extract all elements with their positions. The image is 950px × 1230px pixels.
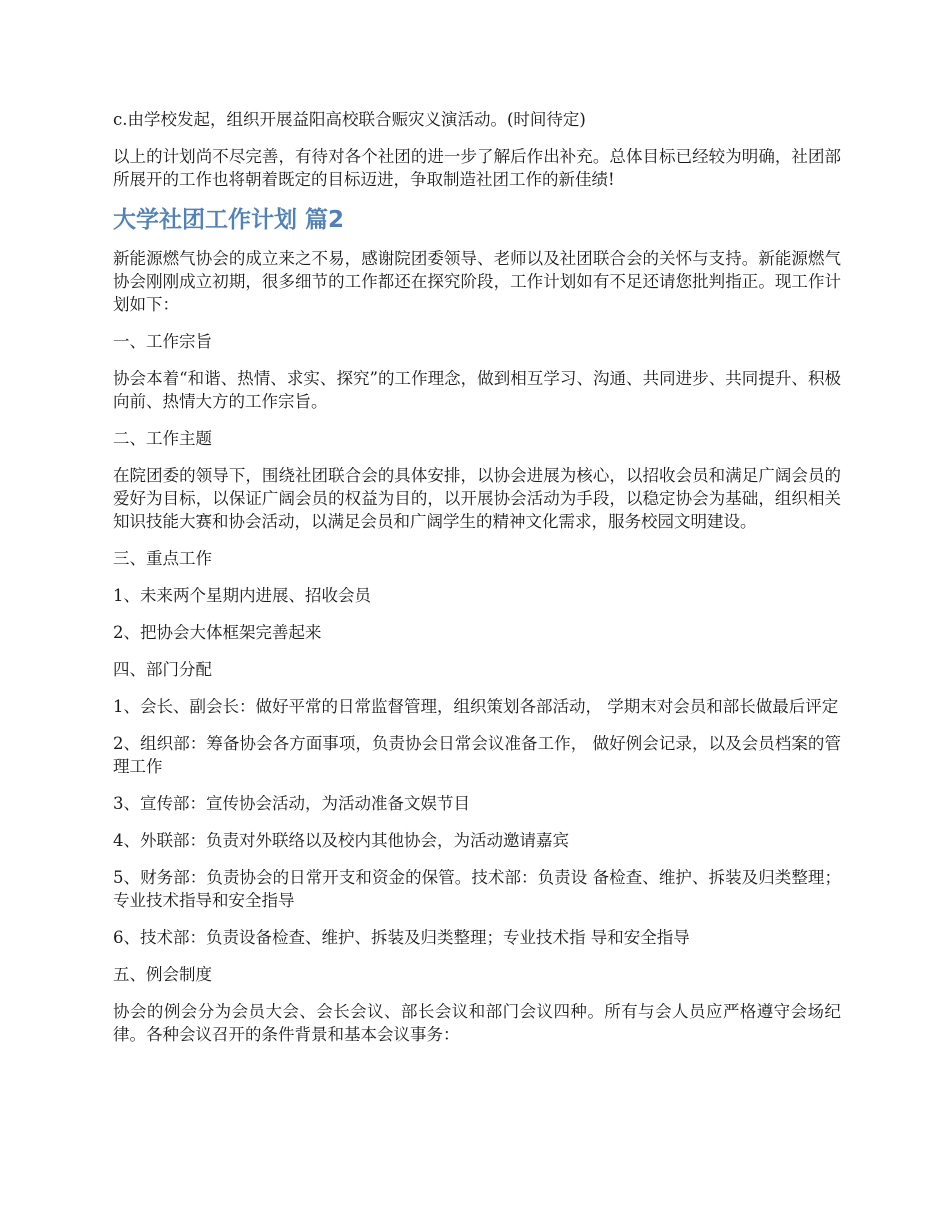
paragraph: 协会的例会分为会员大会、会长会议、部长会议和部门会议四种。所有与会人员应严格遵守会场纪律。各种会议召开的条件背景和基本会议事务： <box>113 1002 841 1044</box>
list-item: 6、技术部：负责设备检查、维护、拆装及归类整理；专业技术指 导和安全指导 <box>113 928 690 947</box>
list-item: 3、宣传部：宣传协会活动，为活动准备文娱节目 <box>113 794 470 813</box>
list-item: 1、会长、副会长：做好平常的日常监督管理，组织策划各部活动， 学期末对会员和部长做最后评定 <box>113 697 839 716</box>
subsection-heading: 一、工作宗旨 <box>113 332 212 351</box>
paragraph: c.由学校发起，组织开展益阳高校联合赈灾义演活动。(时间待定) <box>113 110 586 129</box>
paragraph: 以上的计划尚不尽完善，有待对各个社团的进一步了解后作出补充。总体目标已经较为明确，社团部所展开的工作也将朝着既定的目标迈进，争取制造社团工作的新佳绩! <box>113 147 841 189</box>
paragraph: 新能源燃气协会的成立来之不易，感谢院团委领导、老师以及社团联合会的关怀与支持。新能源燃气协会刚刚成立初期，很多细节的工作都还在探究阶段，工作计划如有不足还请您批判指正。现工作计划如下： <box>113 249 841 314</box>
list-item: 1、未来两个星期内进展、招收会员 <box>113 586 371 605</box>
section-title: 大学社团工作计划 篇2 <box>113 207 345 233</box>
subsection-heading: 二、工作主题 <box>113 429 212 448</box>
paragraph: 在院团委的领导下，围绕社团联合会的具体安排，以协会进展为核心，以招收会员和满足广阔会员的爱好为目标，以保证广阔会员的权益为目的，以开展协会活动为手段，以稳定协会为基础，组织相关知识技能大赛和协会活动，以满足会员和广阔学生的精神文化需求，服务校园文明建设。 <box>113 466 841 531</box>
list-item: 2、组织部：筹备协会各方面事项，负责协会日常会议准备工作， 做好例会记录，以及会员档案的管理工作 <box>113 734 841 776</box>
list-item: 2、把协会大体框架完善起来 <box>113 623 322 642</box>
paragraph: 协会本着“和谐、热情、求实、探究”的工作理念，做到相互学习、沟通、共同进步、共同提升、积极向前、热情大方的工作宗旨。 <box>113 369 841 411</box>
subsection-heading: 五、例会制度 <box>113 965 212 984</box>
subsection-heading: 四、部门分配 <box>113 660 212 679</box>
document-page <box>113 108 841 1060</box>
subsection-heading: 三、重点工作 <box>113 549 212 568</box>
list-item: 4、外联部：负责对外联络以及校内其他协会，为活动邀请嘉宾 <box>113 831 569 850</box>
list-item: 5、财务部：负责协会的日常开支和资金的保管。技术部：负责设 备检查、维护、拆装及归类整理；专业技术指导和安全指导 <box>113 868 841 910</box>
